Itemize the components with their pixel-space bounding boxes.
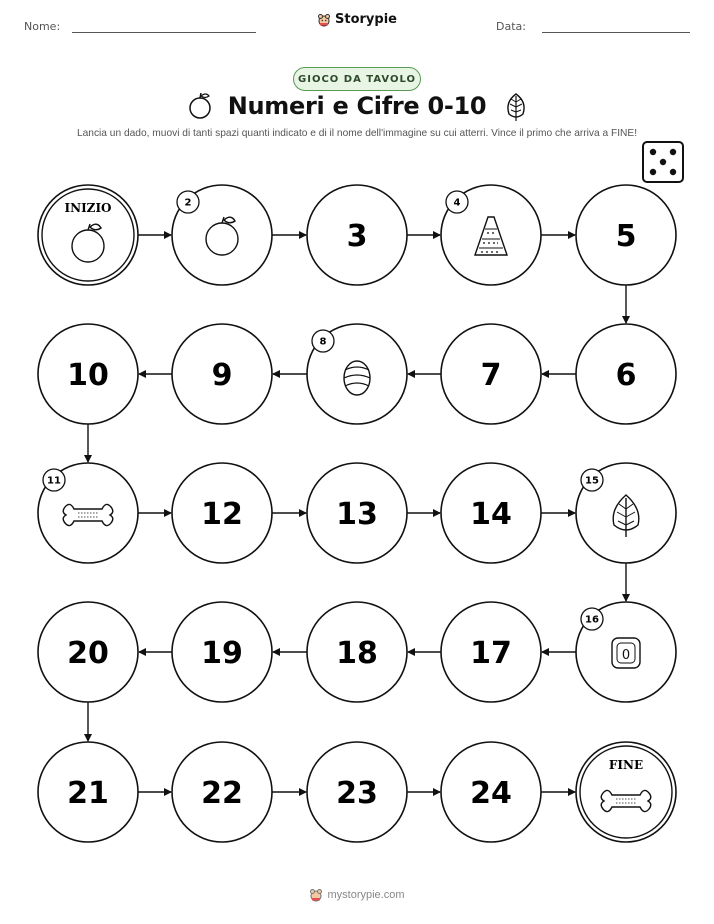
footer bbox=[0, 888, 714, 905]
board-space bbox=[307, 185, 407, 285]
board-space bbox=[441, 742, 541, 842]
space-number: 23 bbox=[336, 776, 378, 811]
board-space bbox=[38, 463, 138, 563]
brand-name: Storypie bbox=[335, 12, 397, 27]
space-number: 7 bbox=[480, 358, 502, 393]
date-label: Data: bbox=[496, 20, 526, 33]
page-title: Numeri e Cifre 0-10 bbox=[227, 92, 487, 120]
space-number: 16 bbox=[585, 614, 599, 626]
space-number: 6 bbox=[615, 358, 637, 393]
space-number: 13 bbox=[336, 497, 378, 532]
board-space bbox=[38, 602, 138, 702]
board-space bbox=[38, 742, 138, 842]
space-number: 4 bbox=[453, 197, 461, 209]
board-space bbox=[307, 602, 407, 702]
board-space bbox=[441, 463, 541, 563]
board-space bbox=[172, 602, 272, 702]
space-number: 9 bbox=[211, 358, 233, 393]
space-number: 17 bbox=[470, 636, 512, 671]
svg-text:0: 0 bbox=[621, 648, 631, 663]
space-number: 19 bbox=[201, 636, 243, 671]
board-space bbox=[576, 324, 676, 424]
space-number: 14 bbox=[470, 497, 512, 532]
name-label: Nome: bbox=[24, 20, 61, 33]
space-number: 3 bbox=[346, 219, 368, 254]
board-space bbox=[172, 324, 272, 424]
board-space bbox=[441, 324, 541, 424]
board-space bbox=[441, 185, 541, 285]
space-number: 18 bbox=[336, 636, 378, 671]
start-label: INIZIO bbox=[64, 201, 112, 215]
start-space bbox=[38, 185, 138, 285]
space-number: 15 bbox=[585, 475, 599, 487]
instructions-text: Lancia un dado, muovi di tanti spazi quanti indicato e di il nome dell'immagine su cui atterri. Vince il primo che arriva a FINE! bbox=[76, 128, 638, 139]
board-space bbox=[576, 463, 676, 563]
footer-site: mystorypie.com bbox=[327, 889, 405, 901]
space-number: 22 bbox=[201, 776, 243, 811]
board-spaces bbox=[38, 185, 676, 842]
board-space bbox=[576, 185, 676, 285]
board-space bbox=[307, 742, 407, 842]
space-number: 5 bbox=[615, 219, 637, 254]
storypie-logo-icon bbox=[309, 888, 323, 902]
space-number: 11 bbox=[47, 475, 61, 487]
board-space bbox=[307, 324, 407, 424]
board-space bbox=[576, 602, 676, 702]
space-number: 8 bbox=[319, 336, 327, 348]
space-number: 12 bbox=[201, 497, 243, 532]
board-space bbox=[441, 602, 541, 702]
board-space bbox=[307, 463, 407, 563]
category-badge: GIOCO DA TAVOLO bbox=[293, 67, 421, 91]
space-number: 2 bbox=[184, 197, 192, 209]
board-space bbox=[172, 185, 272, 285]
board-space bbox=[172, 742, 272, 842]
board-space bbox=[38, 324, 138, 424]
dice-five-icon bbox=[643, 142, 683, 182]
space-number: 10 bbox=[67, 358, 109, 393]
space-number: 20 bbox=[67, 636, 109, 671]
board-space bbox=[172, 463, 272, 563]
finish-space bbox=[576, 742, 676, 842]
space-number: 21 bbox=[67, 776, 109, 811]
space-number: 24 bbox=[470, 776, 512, 811]
finish-label: FINE bbox=[608, 758, 644, 772]
